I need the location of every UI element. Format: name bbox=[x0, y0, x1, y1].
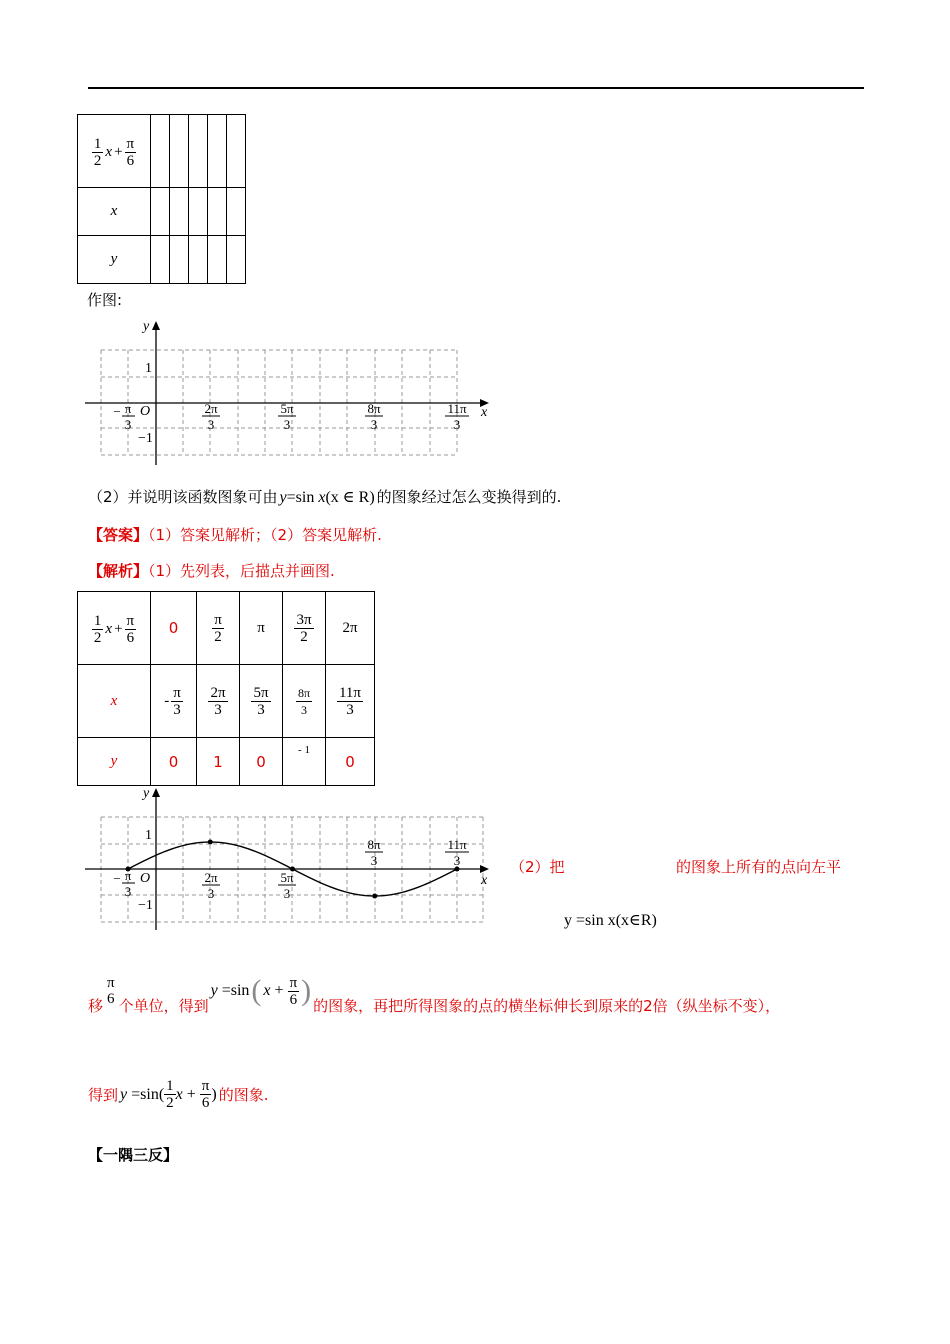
y-tick-minus-1-2: −1 bbox=[138, 898, 153, 913]
empty-value-table bbox=[77, 114, 246, 284]
x-tick-den-2: 3 bbox=[283, 417, 291, 432]
q2-suffix: 的图象经过怎么变换得到的. bbox=[376, 488, 562, 506]
y-tick-1: 1 bbox=[145, 361, 152, 376]
x-tick-den-1: 3 bbox=[207, 417, 215, 432]
key-point-3 bbox=[372, 894, 377, 899]
y-val-2: 0 bbox=[240, 738, 283, 786]
top-rule bbox=[88, 87, 864, 89]
row-label-x: x bbox=[78, 188, 151, 236]
header-val-2: π bbox=[240, 592, 283, 665]
x-axis-label: x bbox=[481, 405, 488, 420]
drawing-label: 作图: bbox=[87, 291, 123, 309]
part2-formula: y =sin x(x∈R) bbox=[564, 912, 657, 929]
x-val-3: $\frac{8\pi}{3}$ bbox=[283, 665, 326, 738]
x-tick2-num-4: 11π bbox=[447, 837, 467, 852]
x-tick-den-4: 3 bbox=[453, 417, 461, 432]
header-val-3: $\frac{3\pi}{2}$ bbox=[283, 592, 326, 665]
x-tick-den-0: 3 bbox=[124, 417, 132, 432]
x-tick2-den-2: 3 bbox=[283, 886, 291, 901]
part2-line2: 移 π 6 个单位，得到 y =sin ( x + $\frac{\pi}{6}$ ) 的图象，再把所得图象的点的横坐标伸长到原来的2倍（纵坐标不变）， bbox=[88, 974, 781, 1015]
x-tick2-num-0: π bbox=[124, 868, 132, 883]
x-tick-neg-2: − bbox=[113, 871, 121, 886]
line3-formula: y =sin( $\frac{1}{2}$ x + $\frac{\pi}{6}$ ) bbox=[120, 1078, 217, 1111]
y-axis-label-2: y bbox=[143, 786, 150, 801]
y-val-3: - 1 bbox=[283, 738, 326, 786]
x-tick2-num-1: 2π bbox=[204, 870, 218, 885]
header-val-0: 0 bbox=[151, 592, 197, 665]
answer-text: （1）答案见解析；（2）答案见解析. bbox=[148, 526, 382, 544]
y-tick-minus-1: −1 bbox=[138, 431, 153, 446]
question-2 bbox=[88, 486, 561, 507]
x-tick-neg: − bbox=[113, 404, 121, 419]
x-val-0: - $\frac{\pi}{3}$ bbox=[151, 665, 197, 738]
filled-value-table bbox=[77, 591, 375, 786]
header-val-4: 2π bbox=[326, 592, 375, 665]
y-val-0: 0 bbox=[151, 738, 197, 786]
origin-label: O bbox=[140, 404, 151, 419]
part2-mid: 的图象上所有的点向左平 bbox=[676, 858, 842, 876]
x-val-4: $\frac{11\pi}{3}$ bbox=[326, 665, 375, 738]
x-axis-arrow-2 bbox=[480, 865, 489, 873]
row-label-y-2: y bbox=[78, 738, 151, 786]
x-tick-den-3: 3 bbox=[370, 417, 378, 432]
y-val-4: 0 bbox=[326, 738, 375, 786]
x-axis-label-2: x bbox=[481, 873, 488, 888]
header-val-1: $\frac{\pi}{2}$ bbox=[197, 592, 240, 665]
part2-lead: （2）把 bbox=[510, 858, 565, 876]
section-heading: 【一隅三反】 bbox=[88, 1146, 179, 1164]
empty-grid-chart bbox=[80, 315, 500, 470]
x-tick-labels bbox=[113, 401, 469, 432]
x-tick2-den-3: 3 bbox=[370, 853, 378, 868]
x-val-2: $\frac{5\pi}{3}$ bbox=[240, 665, 283, 738]
x-tick-num-4: 11π bbox=[447, 401, 467, 416]
x-tick-num-1: 2π bbox=[204, 401, 218, 416]
q2-prefix: （2）并说明该函数图象可由 bbox=[88, 488, 278, 506]
line2-formula: y =sin ( x + $\frac{\pi}{6}$ ) bbox=[210, 974, 312, 1008]
q2-formula: y=sin x(x ∈ R) bbox=[279, 488, 375, 506]
header-cell-2: $\frac{1}{2}$ x + $\frac{\pi}{6}$ bbox=[78, 592, 151, 665]
x-tick-num-2: 5π bbox=[280, 401, 294, 416]
row-label-y: y bbox=[78, 236, 151, 284]
x-val-1: $\frac{2\pi}{3}$ bbox=[197, 665, 240, 738]
answer-line bbox=[88, 524, 382, 545]
key-point-1 bbox=[208, 840, 213, 845]
y-tick-1-2: 1 bbox=[145, 828, 152, 843]
answer-tag: 【答案】 bbox=[88, 526, 149, 544]
header-cell: $\frac{1}{2}$ x + $\frac{\pi}{6}$ bbox=[78, 115, 151, 188]
x-tick2-num-3: 8π bbox=[367, 837, 381, 852]
analysis-text: （1）先列表，后描点并画图. bbox=[148, 562, 335, 580]
sine-chart bbox=[80, 782, 500, 932]
part2-line3: 得到 y =sin( $\frac{1}{2}$ x + $\frac{\pi}{6}$ ) 的图象. bbox=[88, 1078, 269, 1111]
analysis-tag: 【解析】 bbox=[88, 562, 149, 580]
x-tick2-num-2: 5π bbox=[280, 870, 294, 885]
y-axis-label: y bbox=[143, 319, 150, 334]
x-tick2-den-1: 3 bbox=[207, 886, 215, 901]
origin-label-2: O bbox=[140, 871, 151, 886]
row-label-x-2: x bbox=[78, 665, 151, 738]
x-tick2-den-0: 3 bbox=[124, 884, 132, 899]
x-tick2-den-4: 3 bbox=[453, 853, 461, 868]
y-axis-arrow-2 bbox=[152, 788, 160, 797]
y-axis-arrow bbox=[152, 321, 160, 330]
x-tick-num-3: 8π bbox=[367, 401, 381, 416]
y-val-1: 1 bbox=[197, 738, 240, 786]
analysis-line bbox=[88, 560, 335, 581]
x-tick-num-0: π bbox=[124, 401, 132, 416]
